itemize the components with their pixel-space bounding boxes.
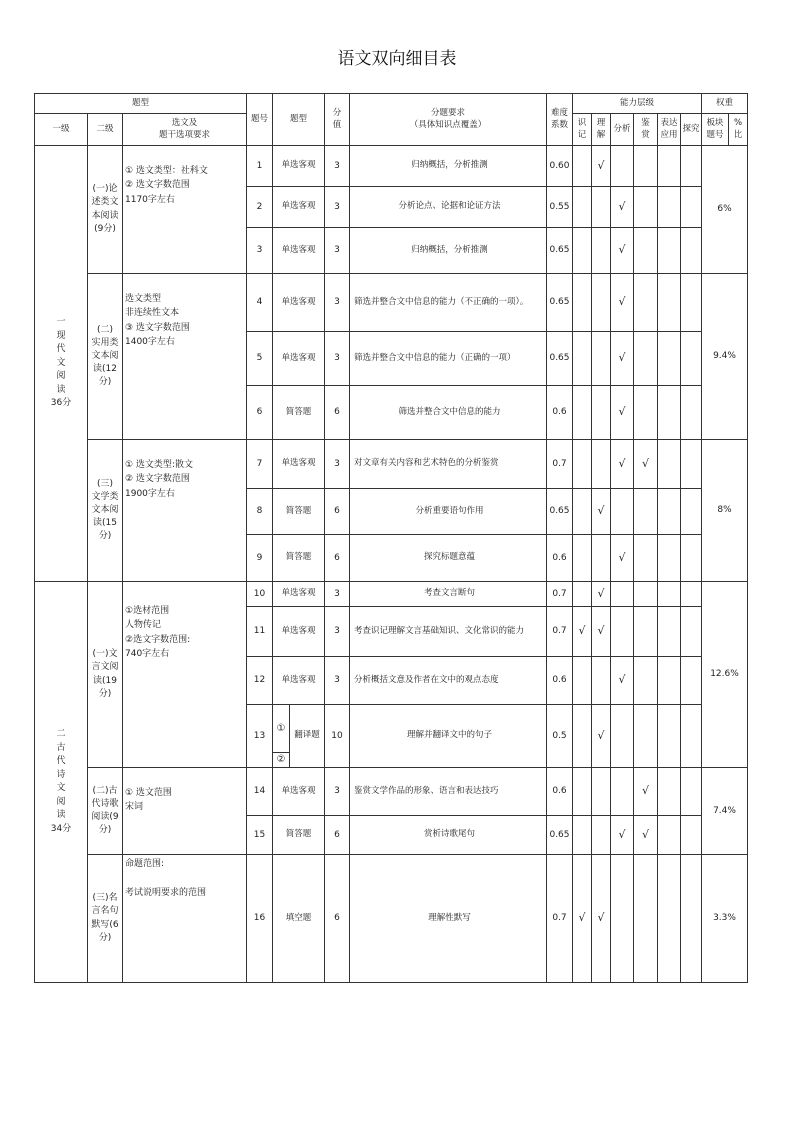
question-row xyxy=(35,582,748,607)
ability-mark xyxy=(658,535,681,582)
question-score: 6 xyxy=(325,386,350,440)
weight-percent: 12.6% xyxy=(702,582,748,768)
knowledge-point: 分析概括文意及作者在文中的观点态度 xyxy=(350,657,547,705)
question-number: 2 xyxy=(247,187,273,228)
knowledge-point: 鉴赏文学作品的形象、语言和表达技巧 xyxy=(350,768,547,816)
knowledge-point: 筛选并整合文中信息的能力 xyxy=(350,386,547,440)
header-score: 分 值 xyxy=(325,94,350,146)
difficulty-coefficient: 0.7 xyxy=(547,440,573,489)
ability-mark xyxy=(681,489,702,535)
header-ability: 分析 xyxy=(611,114,634,146)
ability-mark xyxy=(634,489,658,535)
ability-mark xyxy=(634,657,658,705)
section-level1: 一 现 代 文 阅 读 36分 xyxy=(35,146,88,582)
ability-mark xyxy=(658,816,681,855)
ability-mark xyxy=(634,332,658,386)
question-score: 6 xyxy=(325,855,350,983)
ability-mark xyxy=(573,535,592,582)
question-score: 3 xyxy=(325,228,350,274)
ability-mark: √ xyxy=(611,816,634,855)
subsection-level2: (二)古 代诗歌 阅读(9 分) xyxy=(88,768,123,855)
question-type: 单选客观 xyxy=(273,582,325,607)
ability-mark xyxy=(681,705,702,768)
ability-mark: √ xyxy=(573,855,592,983)
ability-mark xyxy=(634,146,658,187)
difficulty-coefficient: 0.60 xyxy=(547,146,573,187)
question-score: 3 xyxy=(325,607,350,657)
ability-mark xyxy=(658,440,681,489)
weight-percent: 8% xyxy=(702,440,748,582)
ability-mark xyxy=(681,768,702,816)
ability-mark xyxy=(592,535,611,582)
ability-mark xyxy=(634,705,658,768)
question-type: 单选客观 xyxy=(273,274,325,332)
difficulty-coefficient: 0.55 xyxy=(547,187,573,228)
ability-mark xyxy=(681,187,702,228)
question-score: 3 xyxy=(325,274,350,332)
question-number: 15 xyxy=(247,816,273,855)
ability-mark xyxy=(634,855,658,983)
question-type: 简答题 xyxy=(273,535,325,582)
ability-mark xyxy=(681,274,702,332)
question-score: 3 xyxy=(325,146,350,187)
question-type: 单选客观 xyxy=(273,607,325,657)
ability-mark: √ xyxy=(611,386,634,440)
difficulty-coefficient: 0.65 xyxy=(547,816,573,855)
ability-mark xyxy=(573,274,592,332)
question-number: 16 xyxy=(247,855,273,983)
question-row xyxy=(35,440,748,489)
ability-mark xyxy=(658,187,681,228)
header-level1: 一级 xyxy=(35,114,88,146)
question-score: 6 xyxy=(325,535,350,582)
ability-mark: √ xyxy=(592,855,611,983)
ability-mark xyxy=(681,535,702,582)
knowledge-point: 分析论点、论据和论证方法 xyxy=(350,187,547,228)
ability-mark xyxy=(573,332,592,386)
ability-mark xyxy=(681,855,702,983)
ability-mark xyxy=(573,146,592,187)
ability-mark xyxy=(634,607,658,657)
question-row xyxy=(35,274,748,332)
difficulty-coefficient: 0.7 xyxy=(547,855,573,983)
question-number: 14 xyxy=(247,768,273,816)
ability-mark: √ xyxy=(611,274,634,332)
header-question-type-group: 题型 xyxy=(35,94,247,114)
ability-mark xyxy=(573,489,592,535)
knowledge-point: 归纳概括，分析推测 xyxy=(350,146,547,187)
question-row xyxy=(35,146,748,187)
weight-percent: 9.4% xyxy=(702,274,748,440)
header-ability: 表达 应用 xyxy=(658,114,681,146)
difficulty-coefficient: 0.65 xyxy=(547,332,573,386)
ability-mark xyxy=(634,535,658,582)
ability-mark xyxy=(592,187,611,228)
question-score: 3 xyxy=(325,332,350,386)
specification-table xyxy=(34,93,748,983)
ability-mark xyxy=(658,768,681,816)
knowledge-point: 筛选并整合文中信息的能力（正确的一项） xyxy=(350,332,547,386)
question-type: 简答题 xyxy=(273,386,325,440)
difficulty-coefficient: 0.7 xyxy=(547,607,573,657)
question-type: 单选客观 xyxy=(273,332,325,386)
knowledge-point: 赏析诗歌尾句 xyxy=(350,816,547,855)
ability-mark xyxy=(681,386,702,440)
header-qtype: 题型 xyxy=(273,94,325,146)
question-score: 6 xyxy=(325,489,350,535)
header-ability-group: 能力层级 xyxy=(573,94,702,114)
ability-mark: √ xyxy=(611,657,634,705)
ability-mark xyxy=(658,146,681,187)
question-number: 13 xyxy=(247,705,273,768)
ability-mark xyxy=(658,705,681,768)
ability-mark xyxy=(611,855,634,983)
knowledge-point: 分析重要语句作用 xyxy=(350,489,547,535)
subsection-level2: (一)论 述类文 本阅读 (9分) xyxy=(88,146,123,274)
question-number: 5 xyxy=(247,332,273,386)
subsection-level2: (二) 实用类 文本阅 读(12 分) xyxy=(88,274,123,440)
difficulty-coefficient: 0.7 xyxy=(547,582,573,607)
question-type: 简答题 xyxy=(273,489,325,535)
question-type: 单选客观 xyxy=(273,657,325,705)
ability-mark xyxy=(658,582,681,607)
header-ability: 识 记 xyxy=(573,114,592,146)
ability-mark xyxy=(658,657,681,705)
difficulty-coefficient: 0.65 xyxy=(547,274,573,332)
header-weight-col: %比 xyxy=(729,114,748,146)
question-number: 3 xyxy=(247,228,273,274)
question-number: 7 xyxy=(247,440,273,489)
section-level1: 二 古 代 诗 文 阅 读 34分 xyxy=(35,582,88,983)
ability-mark xyxy=(573,816,592,855)
header-ability: 理 解 xyxy=(592,114,611,146)
ability-mark xyxy=(634,228,658,274)
header-point xyxy=(350,94,547,146)
question-number: 8 xyxy=(247,489,273,535)
ability-mark xyxy=(658,607,681,657)
header-selection-req: 选文及 题干选项要求 xyxy=(123,114,247,146)
header-point-sub: （具体知识点覆盖） xyxy=(409,119,487,130)
ability-mark xyxy=(658,274,681,332)
ability-mark xyxy=(681,146,702,187)
selection-requirement: 命题范围: 考试说明要求的范围 xyxy=(123,855,247,983)
header-difficulty: 难度 系数 xyxy=(547,94,573,146)
question-number: 9 xyxy=(247,535,273,582)
page-title: 语文双向细目表 xyxy=(337,49,457,69)
knowledge-point: 考查文言断句 xyxy=(350,582,547,607)
header-point-main: 分题要求 xyxy=(430,107,465,118)
selection-requirement: ① 选文类型：社科文 ② 选文字数范围 1170字左右 xyxy=(123,146,247,274)
question-type-label: 翻译题 xyxy=(294,730,320,741)
question-type xyxy=(273,705,325,768)
knowledge-point: 筛选并整合文中信息的能力（不正确的一项）。 xyxy=(350,274,547,332)
question-number: 10 xyxy=(247,582,273,607)
ability-mark: √ xyxy=(592,582,611,607)
question-type: 填空题 xyxy=(273,855,325,983)
ability-mark: √ xyxy=(634,816,658,855)
knowledge-point: 理解性默写 xyxy=(350,855,547,983)
subsection-level2: (三) 文学类 文本阅 读(15 分) xyxy=(88,440,123,582)
ability-mark xyxy=(611,146,634,187)
question-score: 3 xyxy=(325,768,350,816)
ability-mark: √ xyxy=(592,607,611,657)
ability-mark xyxy=(681,440,702,489)
difficulty-coefficient: 0.6 xyxy=(547,657,573,705)
ability-mark xyxy=(634,582,658,607)
ability-mark xyxy=(658,228,681,274)
difficulty-coefficient: 0.5 xyxy=(547,705,573,768)
ability-mark xyxy=(573,582,592,607)
header-level2: 二级 xyxy=(88,114,123,146)
ability-mark xyxy=(611,489,634,535)
question-number: 12 xyxy=(247,657,273,705)
ability-mark: √ xyxy=(592,146,611,187)
ability-mark xyxy=(592,816,611,855)
selection-requirement: ① 选文类型:散文 ② 选文字数范围 1900字左右 xyxy=(123,440,247,582)
ability-mark xyxy=(592,332,611,386)
header-qnum: 题号 xyxy=(247,94,273,146)
difficulty-coefficient: 0.6 xyxy=(547,768,573,816)
question-type: 单选客观 xyxy=(273,768,325,816)
question-row xyxy=(35,855,748,983)
selection-requirement: ① 选文范围 宋词 xyxy=(123,768,247,855)
ability-mark xyxy=(611,768,634,816)
knowledge-point: 对文章有关内容和艺术特色的分析鉴赏 xyxy=(350,440,547,489)
ability-mark xyxy=(611,582,634,607)
question-type: 单选客观 xyxy=(273,146,325,187)
ability-mark xyxy=(658,332,681,386)
difficulty-coefficient: 0.6 xyxy=(547,386,573,440)
question-type: 单选客观 xyxy=(273,228,325,274)
ability-mark xyxy=(573,187,592,228)
weight-percent: 7.4% xyxy=(702,768,748,855)
ability-mark xyxy=(592,657,611,705)
ability-mark: √ xyxy=(611,535,634,582)
ability-mark xyxy=(611,705,634,768)
question-score: 6 xyxy=(325,816,350,855)
ability-mark xyxy=(634,274,658,332)
question-score: 3 xyxy=(325,187,350,228)
ability-mark xyxy=(681,582,702,607)
subsection-level2: (一)文 言文阅 读(19 分) xyxy=(88,582,123,768)
header-weight-col: 板块 题号 xyxy=(702,114,729,146)
ability-mark xyxy=(611,607,634,657)
sub-question-marker: ① xyxy=(273,705,289,753)
weight-percent: 3.3% xyxy=(702,855,748,983)
question-type: 单选客观 xyxy=(273,440,325,489)
ability-mark xyxy=(592,274,611,332)
ability-mark: √ xyxy=(592,705,611,768)
selection-requirement: ①选材范围 人物传记 ②选文字数范围: 740字左右 xyxy=(123,582,247,768)
sub-question-marker: ② xyxy=(276,754,286,766)
ability-mark xyxy=(592,386,611,440)
ability-mark: √ xyxy=(634,768,658,816)
ability-mark xyxy=(592,440,611,489)
ability-mark xyxy=(681,657,702,705)
ability-mark xyxy=(573,768,592,816)
header-ability: 探究 xyxy=(681,114,702,146)
question-score: 3 xyxy=(325,582,350,607)
difficulty-coefficient: 0.65 xyxy=(547,489,573,535)
question-number: 4 xyxy=(247,274,273,332)
ability-mark xyxy=(634,386,658,440)
ability-mark xyxy=(573,705,592,768)
knowledge-point: 考查识记理解文言基础知识、文化常识的能力 xyxy=(350,607,547,657)
ability-mark: √ xyxy=(611,228,634,274)
header-ability: 鉴 赏 xyxy=(634,114,658,146)
ability-mark xyxy=(658,386,681,440)
question-number: 1 xyxy=(247,146,273,187)
ability-mark: √ xyxy=(611,440,634,489)
ability-mark xyxy=(573,440,592,489)
ability-mark xyxy=(681,816,702,855)
ability-mark: √ xyxy=(634,440,658,489)
ability-mark xyxy=(592,768,611,816)
ability-mark xyxy=(573,657,592,705)
ability-mark: √ xyxy=(611,332,634,386)
ability-mark xyxy=(681,332,702,386)
ability-mark: √ xyxy=(573,607,592,657)
weight-percent: 6% xyxy=(702,146,748,274)
subsection-level2: (三)名 言名句 默写(6 分) xyxy=(88,855,123,983)
ability-mark xyxy=(634,187,658,228)
header-weight-group: 权重 xyxy=(702,94,748,114)
ability-mark xyxy=(681,228,702,274)
knowledge-point: 探究标题意蕴 xyxy=(350,535,547,582)
difficulty-coefficient: 0.6 xyxy=(547,535,573,582)
question-type: 简答题 xyxy=(273,816,325,855)
question-number: 11 xyxy=(247,607,273,657)
question-score: 3 xyxy=(325,440,350,489)
ability-mark xyxy=(573,386,592,440)
ability-mark xyxy=(658,855,681,983)
knowledge-point: 理解并翻译文中的句子 xyxy=(350,705,547,768)
ability-mark xyxy=(681,607,702,657)
question-score: 3 xyxy=(325,657,350,705)
selection-requirement: 选文类型 非连续性文本 ③ 选文字数范围 1400字左右 xyxy=(123,274,247,440)
header-row-1 xyxy=(35,94,748,114)
knowledge-point: 归纳概括，分析推测 xyxy=(350,228,547,274)
difficulty-coefficient: 0.65 xyxy=(547,228,573,274)
question-number: 6 xyxy=(247,386,273,440)
ability-mark: √ xyxy=(592,489,611,535)
ability-mark xyxy=(592,228,611,274)
question-type: 单选客观 xyxy=(273,187,325,228)
ability-mark xyxy=(658,489,681,535)
question-row xyxy=(35,768,748,816)
question-score: 10 xyxy=(325,705,350,768)
ability-mark: √ xyxy=(611,187,634,228)
ability-mark xyxy=(573,228,592,274)
